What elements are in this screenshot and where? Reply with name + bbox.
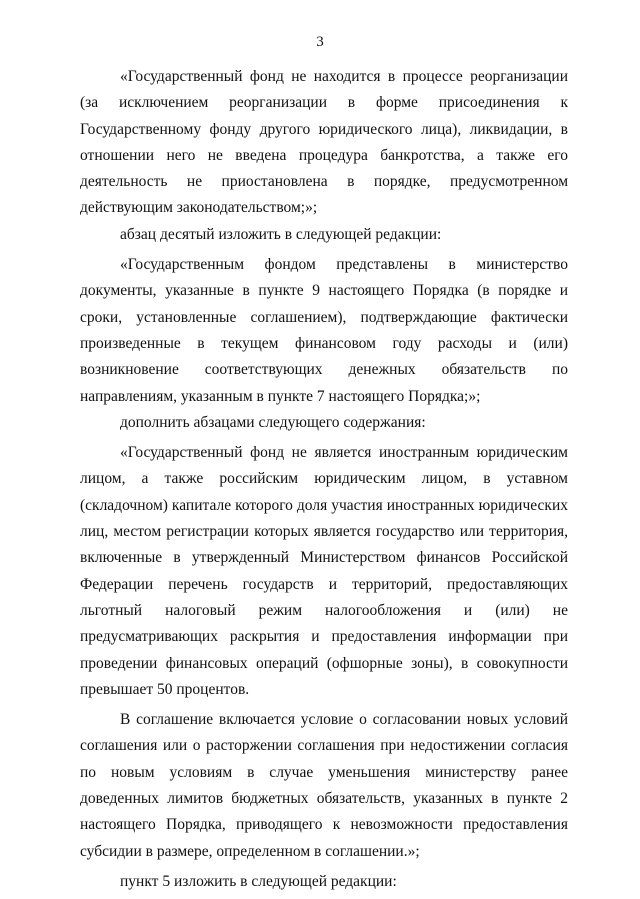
paragraph-quote-foreign-entity: «Государственный фонд не является иностранным юридическим лицом, а также российским юридическим лицом, в уставном (складочном) капитале которого доля участия иностранных юридических лиц, местом регистрации которых является государство или территория, включенные в утвержденный Министерством финансов Российской Федерации перечень государств и территорий, предоставляющих льготный налоговый режим налогообложения и (или) не предусматривающих раскрытия и предоставления информации при проведении финансовых операций (офшорные зоны), в совокупности превышает 50 процентов.	[80, 444, 568, 698]
document-body	[80, 64, 568, 895]
paragraph-paragraph-ten-intro: абзац десятый изложить в следующей редакции:	[120, 225, 442, 243]
paragraph-quote-reorganization: «Государственный фонд не находится в процессе реорганизации (за исключением реорганизации в форме присоединения к Государственному фонду другого юридического лица), ликвидации, в отношении него не введена процедура банкротства, а также его деятельность не приостановлена в порядке, предусмотренном действующим законодательством;»;	[80, 68, 568, 217]
page-number: 3	[316, 34, 324, 50]
paragraph-add-paragraphs-intro: дополнить абзацами следующего содержания:	[120, 413, 426, 431]
paragraph-point-five-intro: пункт 5 изложить в следующей редакции:	[120, 872, 397, 890]
paragraph-quote-documents: «Государственным фондом представлены в министерство документы, указанные в пункте 9 настоящего Порядка (в порядке и сроки, установленные соглашением), подтверждающие фактически произведенные в текущем финансовом году расходы и (или) возникновение соответствующих денежных обязательств по направлениям, указанным в пункте 7 настоящего Порядка;»;	[80, 256, 568, 405]
paragraph-agreement-condition: В соглашение включается условие о согласовании новых условий соглашения или о расторжении соглашения при недостижении согласия по новым условиям в случае уменьшения министерству ранее доведенных лимитов бюджетных обязательств, указанных в пункте 2 настоящего Порядка, приводящего к невозможности предоставления субсидии в размере, определенном в соглашении.»;	[80, 711, 568, 860]
